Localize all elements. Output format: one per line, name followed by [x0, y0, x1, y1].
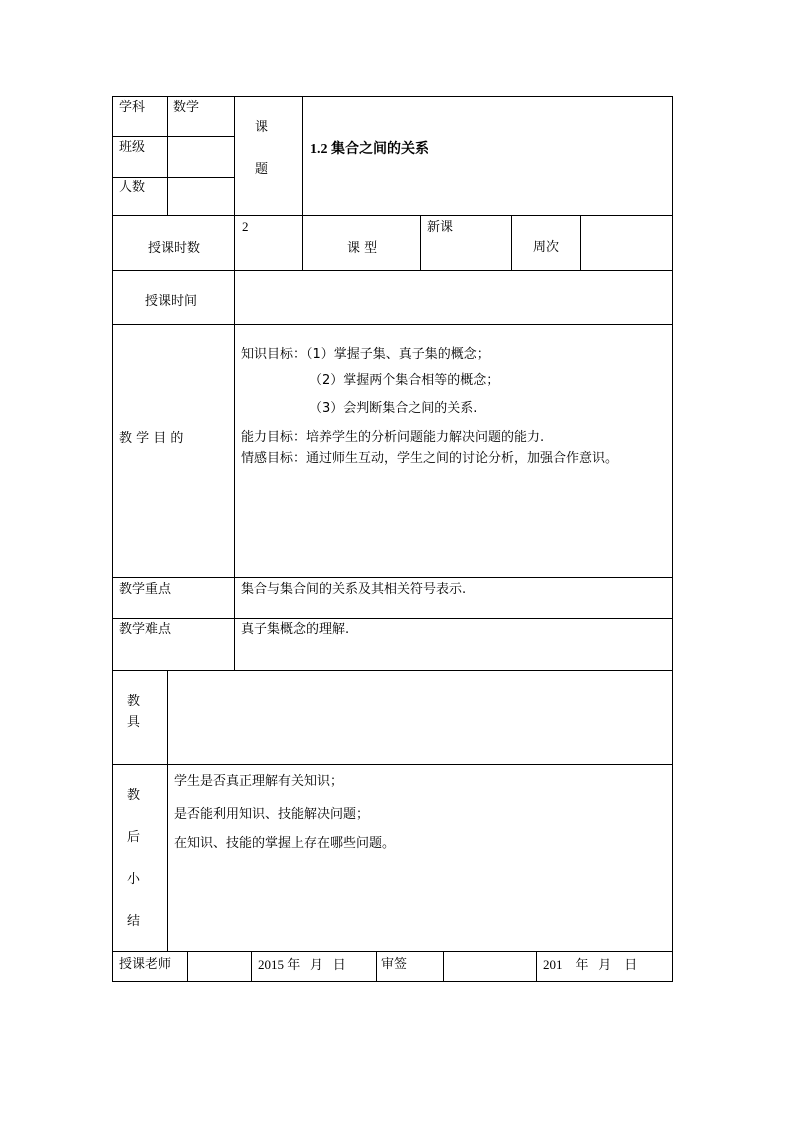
topic-label-1: 课 [255, 120, 269, 135]
week-label: 周次 [533, 240, 560, 255]
tools-label-2: 具 [127, 715, 141, 730]
divider [511, 215, 512, 271]
review-label: 审签 [381, 957, 408, 972]
divider [112, 215, 673, 216]
type-label: 课 型 [347, 241, 378, 256]
class-label: 班级 [119, 140, 146, 155]
goal-line: 能力目标：培养学生的分析问题能力解决问题的能力. [241, 430, 545, 445]
key-points-value: 集合与集合间的关系及其相关符号表示. [241, 582, 467, 597]
reflection-label-char: 教 [127, 788, 141, 803]
divider [112, 951, 673, 952]
key-points-label: 教学重点 [119, 582, 172, 597]
hours-label: 授课时数 [148, 241, 201, 256]
border-left [112, 96, 113, 982]
goals-label: 教 学 目 的 [119, 431, 184, 446]
reflection-line: 是否能利用知识、技能解决问题； [174, 807, 370, 822]
difficult-points-label: 教学难点 [119, 622, 172, 637]
time-label: 授课时间 [145, 294, 198, 309]
divider [112, 764, 673, 765]
divider [443, 951, 444, 982]
divider [112, 270, 673, 271]
divider [536, 951, 537, 982]
goal-line: 知识目标：（1）掌握子集、真子集的概念； [241, 347, 490, 362]
goal-line: （3）会判断集合之间的关系. [309, 401, 478, 416]
border-right [672, 96, 673, 982]
difficult-points-value: 真子集概念的理解. [241, 622, 350, 637]
divider [167, 96, 168, 216]
date-field-2: 201 年 月 日 [543, 957, 638, 972]
subject-label: 学科 [119, 100, 146, 115]
type-value: 新课 [427, 220, 454, 235]
goal-line: 情感目标：通过师生互动，学生之间的讨论分析，加强合作意识。 [241, 451, 619, 466]
subject-value: 数学 [173, 100, 200, 115]
divider [112, 324, 673, 325]
divider [420, 215, 421, 271]
reflection-line: 在知识、技能的掌握上存在哪些问题。 [174, 836, 396, 851]
border-bottom [112, 981, 673, 982]
divider [112, 670, 673, 671]
reflection-label-char: 小 [127, 872, 141, 887]
topic-label-2: 题 [255, 162, 269, 177]
divider [234, 96, 235, 671]
divider [580, 215, 581, 271]
count-label: 人数 [119, 180, 146, 195]
divider [376, 951, 377, 982]
divider [251, 951, 252, 982]
divider [112, 618, 673, 619]
divider [187, 951, 188, 982]
hours-value: 2 [242, 219, 249, 234]
border-top [112, 96, 673, 97]
reflection-label-char: 结 [127, 914, 141, 929]
divider [302, 96, 303, 271]
tools-label-1: 教 [127, 694, 141, 709]
divider [112, 577, 673, 578]
goal-line: （2）掌握两个集合相等的概念； [309, 373, 500, 388]
reflection-line: 学生是否真正理解有关知识； [174, 774, 344, 789]
teacher-label: 授课老师 [119, 957, 172, 972]
date-field-1: 2015 年 月 日 [258, 957, 346, 972]
divider [112, 136, 235, 137]
reflection-label-char: 后 [127, 830, 141, 845]
divider [112, 177, 235, 178]
topic-title: 1.2 集合之间的关系 [310, 142, 429, 157]
divider [167, 670, 168, 952]
